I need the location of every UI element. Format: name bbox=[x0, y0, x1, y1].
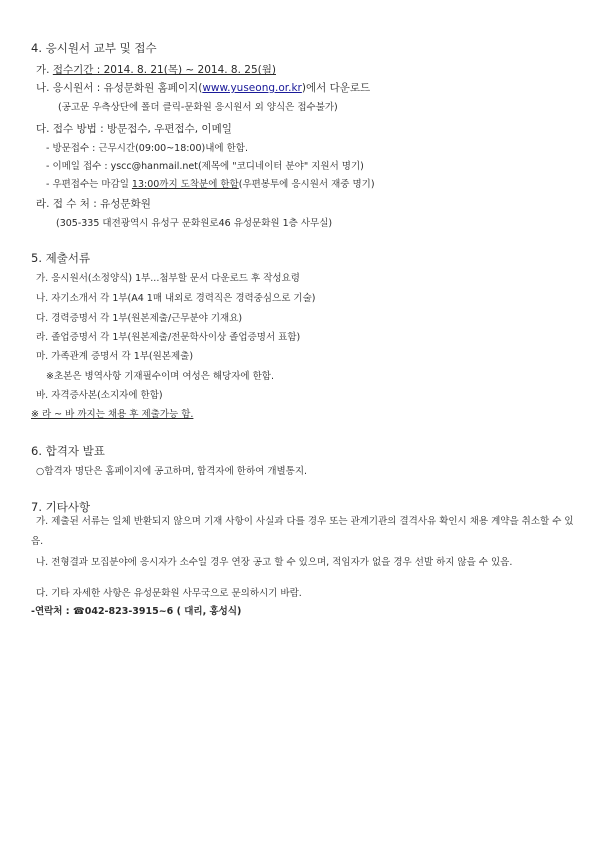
visit-submission: - 방문접수 : 근무시간(09:00~18:00)내에 한함. bbox=[46, 143, 248, 154]
mail-submission-b: (우편봉투에 응시원서 재중 명기) bbox=[238, 179, 375, 190]
submission-address: (305-335 대전광역시 유성구 문화원로46 유성문화원 1층 사무실) bbox=[56, 218, 333, 229]
section-5-title: 5. 제출서류 bbox=[31, 251, 91, 265]
submission-footnote: ※ 라 ~ 바 까지는 채용 후 제출가능 함. bbox=[31, 409, 194, 420]
homepage-link[interactable]: www.yuseong.or.kr bbox=[202, 82, 302, 94]
mail-submission bbox=[46, 178, 375, 192]
mail-submission-a: - 우편접수는 마감일 bbox=[46, 179, 132, 190]
section-7-title: 7. 기타사항 bbox=[31, 500, 91, 514]
other-item-da: 다. 기타 자세한 사항은 유성문화원 사무국으로 문의하시기 바람. bbox=[36, 588, 302, 599]
application-form-note: (공고문 우측상단에 폴더 클릭-문화원 응시원서 외 양식은 접수불가) bbox=[58, 102, 338, 113]
document-item: 바. 자격증사본(소지자에 한함) bbox=[36, 390, 163, 401]
document-item: 라. 졸업증명서 각 1부(원본제출/전문학사이상 졸업증명서 표함) bbox=[36, 332, 301, 343]
document-item: 다. 경력증명서 각 1부(원본제출/근무분야 기재요) bbox=[36, 313, 243, 324]
document-item: 가. 응시원서(소정양식) 1부...첨부할 문서 다운로드 후 작성요령 bbox=[36, 273, 300, 284]
section-4-title: 4. 응시원서 교부 및 접수 bbox=[31, 41, 157, 55]
other-item-na: 나. 전형결과 모집분야에 응시자가 소수일 경우 연장 공고 할 수 있으며, 적임자가 없을 경우 선발 하지 않을 수 있음. bbox=[36, 557, 513, 568]
application-form-suffix: )에서 다운로드 bbox=[301, 82, 371, 94]
document-item: 마. 가족관계 증명서 각 1부(원본제출) bbox=[36, 351, 194, 362]
section-6-title: 6. 합격자 발표 bbox=[31, 444, 105, 458]
receipt-period-prefix: 가. bbox=[36, 64, 53, 76]
submission-method: 다. 접수 방법 : 방문접수, 우편접수, 이메일 bbox=[36, 123, 232, 135]
other-item-ga: 가. 제출된 서류는 일체 반환되지 않으며 기재 사항이 사실과 다를 경우 또는 관계기관의 결격사유 확인시 채용 계약을 취소할 수 있음. bbox=[31, 516, 574, 547]
application-form-line bbox=[36, 81, 370, 95]
receipt-period-text: 접수기간 : 2014. 8. 21(목) ~ 2014. 8. 25(월) bbox=[52, 64, 276, 76]
document-item: 나. 자기소개서 각 1부(A4 1매 내외로 경력직은 경력중심으로 기술) bbox=[36, 293, 316, 304]
receipt-period bbox=[36, 63, 276, 77]
contact-info: -연락처 : ☎042-823-3915~6 ( 대리, 홍성식) bbox=[31, 606, 242, 617]
mail-deadline: 13:00까지 도착분에 한함 bbox=[131, 179, 239, 190]
submission-place: 라. 접 수 처 : 유성문화원 bbox=[36, 198, 151, 210]
application-form-prefix: 나. 응시원서 : 유성문화원 홈페이지( bbox=[36, 82, 203, 94]
military-note: ※초본은 병역사항 기재필수이며 여성은 해당자에 한함. bbox=[46, 371, 274, 382]
email-submission: - 이메일 접수 : yscc@hanmail.net(제목에 "코디네이터 분야" 지원서 명기) bbox=[46, 161, 364, 172]
announcement-text: ○합격자 명단은 홈페이지에 공고하며, 합격자에 한하여 개별통지. bbox=[36, 466, 308, 477]
